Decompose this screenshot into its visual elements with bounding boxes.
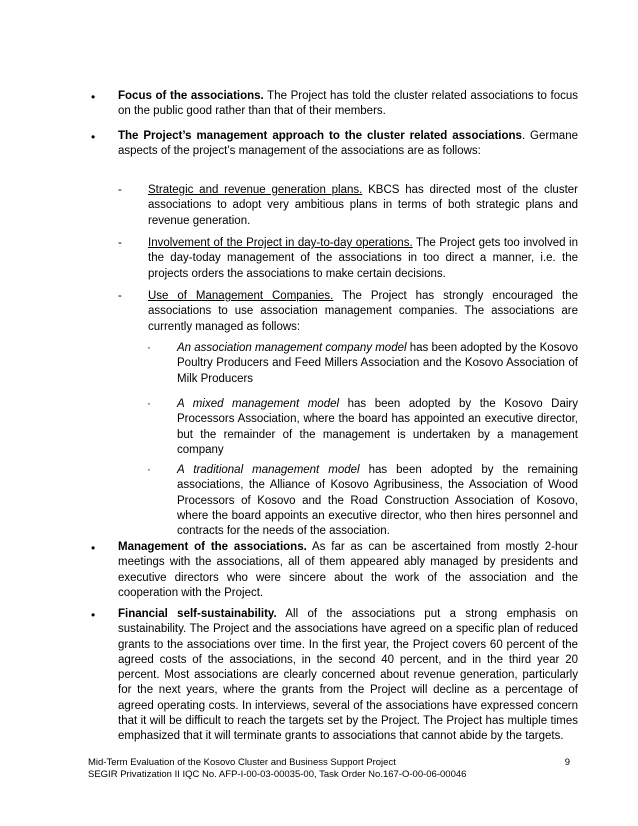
footer-line-2: SEGIR Privatization II IQC No. AFP-I-00-03-00035-00, Task Order No.167-O-00-06-00046 xyxy=(88,769,467,780)
subitem-text: KBCS has directed most of the cluster associations to adopt very ambitious plans in terms of both strategic plans and revenue generation. xyxy=(148,184,578,227)
bullet-icon: • xyxy=(91,90,96,104)
bullet-title: Management of the associations. xyxy=(118,541,307,553)
bullet-text: As far as can be ascertained from mostly 2-hour meetings with the associations, all of them appeared ably managed by presidents and executive directors who were sincere about the work of the association and the cooperation with the Project. xyxy=(118,541,578,599)
bullet-paragraph-focus xyxy=(118,89,578,120)
subitem-title: Use of Management Companies. xyxy=(148,290,334,302)
bullet-text: . Germane aspects of the project’s management of the associations are as follows: xyxy=(118,130,578,158)
model-mixed-management xyxy=(177,397,578,458)
model-association-management-company xyxy=(177,341,578,387)
dash-marker: - xyxy=(118,237,122,249)
subitem-strategic-plans xyxy=(148,183,578,229)
bullet-title: The Project’s management approach to the cluster related associations xyxy=(118,130,522,142)
model-title: An association management company model xyxy=(177,342,407,354)
bullet-icon: • xyxy=(91,130,96,144)
subitem-text: The Project gets too involved in the day-today management of the associations in too direct a manner, i.e. the projects orders the associations to make certain decisions. xyxy=(148,237,578,280)
model-title: A traditional management model xyxy=(177,464,360,476)
model-traditional-management xyxy=(177,463,578,539)
model-title: A mixed management model xyxy=(177,398,340,410)
page-number: 9 xyxy=(564,757,570,768)
dot-marker: · xyxy=(147,342,151,354)
page-footer xyxy=(88,757,570,781)
footer-line-1: Mid-Term Evaluation of the Kosovo Cluster and Business Support Project xyxy=(88,757,396,768)
bullet-text: All of the associations put a strong emphasis on sustainability. The Project and the associations have agreed on a specific plan of reduced grants to the associations over time. In the first year, the Project covers 60 percent of the agreed costs of the associations, in the second 40 percent, and in the third year 20 percent. Most associations are clearly concerned about revenue generation, particularly for the next years, where the grants from the Project will decline as a percentage of agreed operating costs. In interviews, several of the associations have expressed concern that it will be difficult to reach the targets set by the Project. The Project has multiple times emphasized that it will terminate grants to associations that cannot abide by the targets. xyxy=(118,608,578,743)
dash-marker: - xyxy=(118,290,122,302)
bullet-paragraph-management-of-associations xyxy=(118,540,578,601)
dot-marker: · xyxy=(147,464,151,476)
subitem-management-companies xyxy=(148,289,578,335)
dash-marker: - xyxy=(118,184,122,196)
bullet-text: The Project has told the cluster related associations to focus on the public good rather than that of their members. xyxy=(118,90,578,118)
subitem-text: The Project has strongly encouraged the associations to use association management companies. The associations are currently managed as follows: xyxy=(148,290,578,333)
model-text: has been adopted by the remaining associations, the Alliance of Kosovo Agribusiness, the Association of Wood Processors of Kosovo and the Road Construction Association of Kosovo, where the board appoints an executive director, who then hires personnel and contracts for the needs of the association. xyxy=(177,464,578,538)
subitem-title: Involvement of the Project in day-to-day operations. xyxy=(148,237,413,249)
bullet-icon: • xyxy=(91,541,96,555)
subitem-title: Strategic and revenue generation plans. xyxy=(148,184,363,196)
bullet-title: Financial self-sustainability. xyxy=(118,608,277,620)
bullet-title: Focus of the associations. xyxy=(118,90,264,102)
dot-marker: · xyxy=(147,398,151,410)
bullet-paragraph-financial-sustainability xyxy=(118,607,578,745)
subitem-day-to-day xyxy=(148,236,578,282)
bullet-paragraph-management-approach xyxy=(118,129,578,160)
model-text: has been adopted by the Kosovo Dairy Processors Association, where the board has appointed an executive director, but the remainder of the management is undertaken by a management company xyxy=(177,398,579,456)
bullet-icon: • xyxy=(91,608,96,622)
model-text: has been adopted by the Kosovo Poultry Producers and Feed Millers Association and the Kosovo Association of Milk Producers xyxy=(177,342,578,385)
